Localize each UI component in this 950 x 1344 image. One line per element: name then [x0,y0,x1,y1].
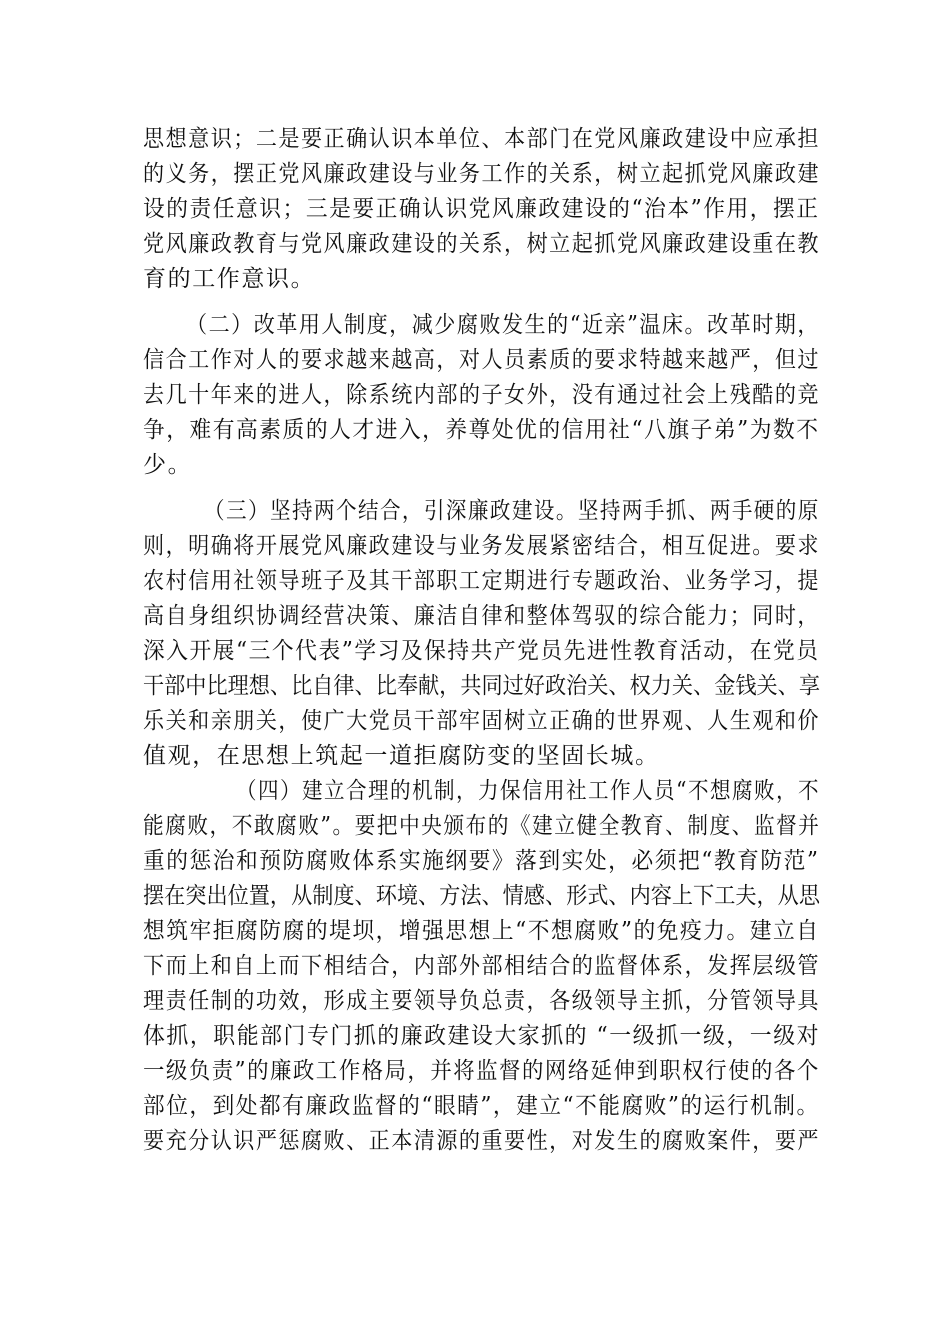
text-line: 则，明确将开展党风廉政建设与业务发展紧密结合，相互促进。要求 [143,533,820,559]
text-line: 信合工作对人的要求越来越高，对人员素质的要求特越来越严，但过 [143,347,820,373]
text-line: 党风廉政教育与党风廉政建设的关系，树立起抓党风廉政建设重在教 [143,231,820,257]
text-line: 农村信用社领导班子及其干部职工定期进行专题政治、业务学习，提 [143,568,820,594]
text-line: 能腐败，不敢腐败”。要把中央颁布的《建立健全教育、制度、监督并 [143,813,821,839]
text-line: 少。 [143,452,193,478]
text-line: 的义务，摆正党风廉政建设与业务工作的关系，树立起抓党风廉政建 [143,161,820,187]
paragraph-heading-4: （四）建立合理的机制，力保信用社工作人员“不想腐败，不 [236,778,820,804]
text-line: 摆在突出位置，从制度、环境、方法、情感、形式、内容上下工夫，从思 [143,883,820,909]
text-line: 育的工作意识。 [143,266,316,292]
text-line: 重的惩治和预防腐败体系实施纲要》落到实处，必须把“教育防范” [143,848,820,874]
paragraph-heading-3: （三）坚持两个结合，引深廉政建设。坚持两手抓、两手硬的原 [204,498,820,524]
text-line: 要充分认识严惩腐败、正本清源的重要性，对发生的腐败案件，要严 [143,1128,820,1154]
text-line: 争，难有高素质的人才进入，养尊处优的信用社“八旗子弟”为数不 [143,417,820,443]
text-line: 体抓，职能部门专门抓的廉政建设大家抓的 “一级抓一级，一级对 [143,1023,821,1049]
text-line: 深入开展“三个代表”学习及保持共产党员先进性教育活动，在党员 [143,638,820,664]
text-line: 想筑牢拒腐防腐的堤坝，增强思想上“不想腐败”的免疫力。建立自 [143,918,820,944]
text-line: 乐关和亲朋关，使广大党员干部牢固树立正确的世界观、人生观和价 [143,708,820,734]
text-line: 设的责任意识；三是要正确认识党风廉政建设的“治本”作用，摆正 [143,196,820,222]
text-line: 部位，到处都有廉政监督的“眼睛”，建立“不能腐败”的运行机制。 [143,1093,820,1119]
paragraph-heading-2: （二）改革用人制度，减少腐败发生的“近亲”温床。改革时期， [186,312,820,338]
text-line: 高自身组织协调经营决策、廉洁自律和整体驾驭的综合能力；同时， [143,603,820,629]
text-line: 干部中比理想、比自律、比奉献，共同过好政治关、权力关、金钱关、享 [143,673,820,699]
text-line: 一级负责”的廉政工作格局，并将监督的网络延伸到职权行使的各个 [143,1058,820,1084]
text-line: 理责任制的功效，形成主要领导负总责，各级领导主抓，分管领导具 [143,988,820,1014]
text-line: 思想意识；二是要正确认识本单位、本部门在党风廉政建设中应承担 [143,126,820,152]
text-line: 值观，在思想上筑起一道拒腐防变的坚固长城。 [143,743,660,769]
text-line: 去几十年来的进人，除系统内部的子女外，没有通过社会上残酷的竞 [143,382,820,408]
text-line: 下而上和自上而下相结合，内部外部相结合的监督体系，发挥层级管 [143,953,820,979]
